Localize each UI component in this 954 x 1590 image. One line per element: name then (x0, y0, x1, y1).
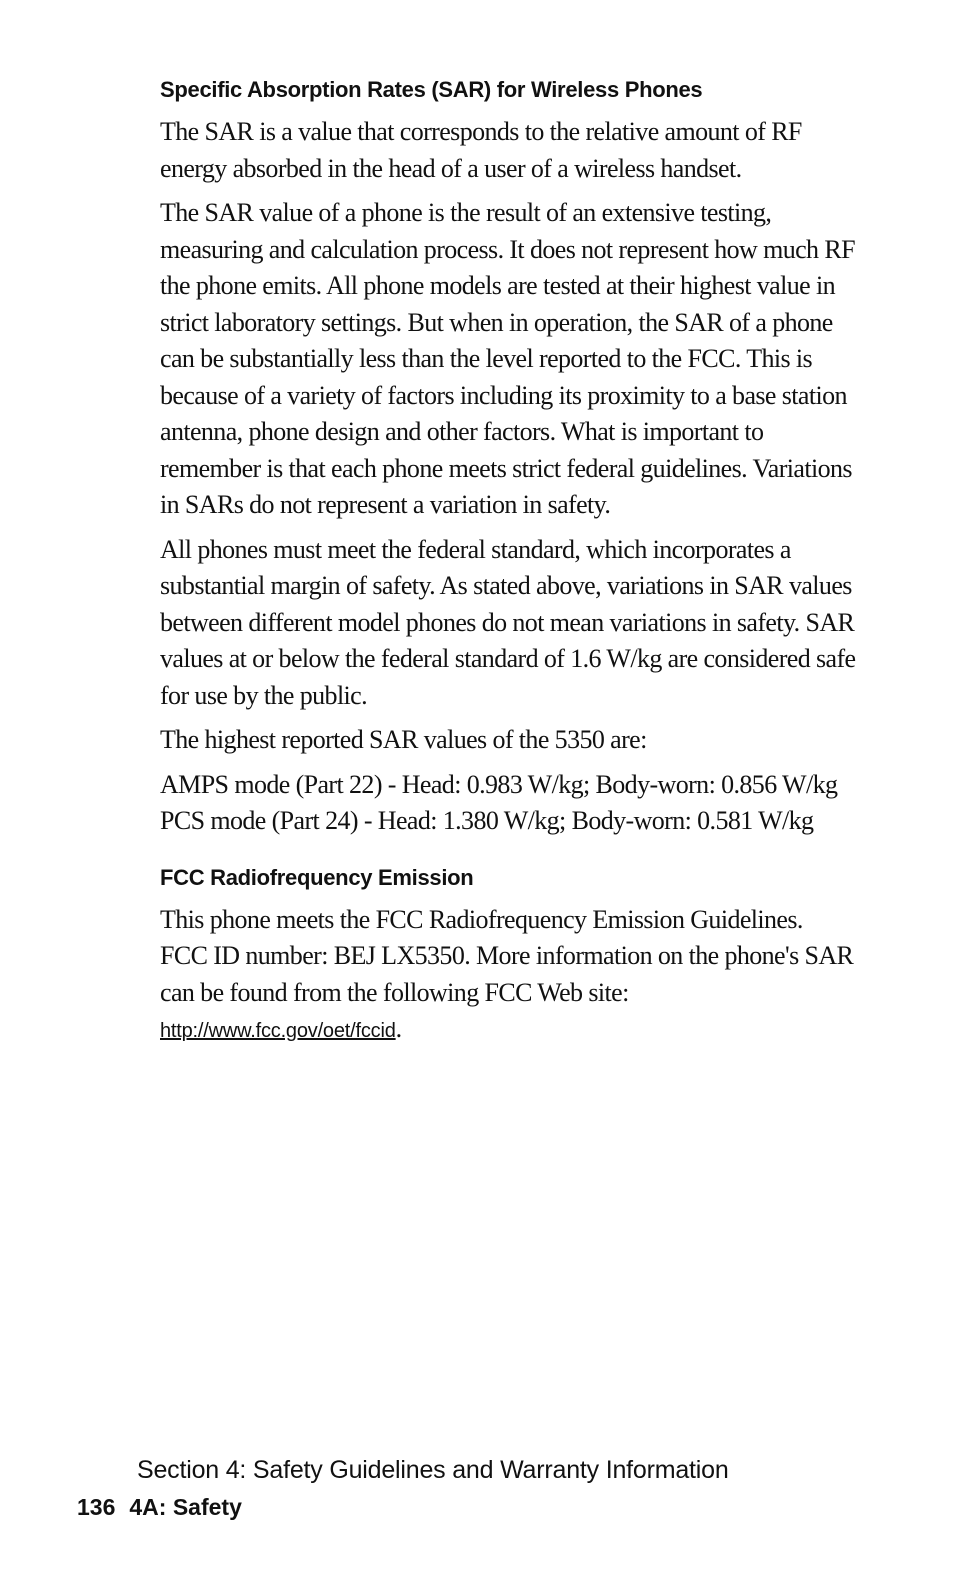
footer-page-label (77, 1494, 242, 1521)
fcc-line-2 (160, 938, 860, 1050)
fcc-line-1: This phone meets the FCC Radiofrequency Emission Guidelines. (160, 904, 803, 934)
pcs-sar-values: PCS mode (Part 24) - Head: 1.380 W/kg; Body-worn: 0.581 W/kg (160, 806, 814, 835)
page-content (160, 74, 860, 1058)
fcc-website-link[interactable]: http://www.fcc.gov/oet/fccid (160, 1020, 396, 1042)
fcc-heading: FCC Radiofrequency Emission (160, 864, 474, 890)
fcc-line-2-period: . (395, 1014, 402, 1043)
amps-sar-values: AMPS mode (Part 22) - Head: 0.983 W/kg; Body-worn: 0.856 W/kg (160, 769, 838, 799)
chapter-label: 4A: Safety (129, 1494, 242, 1520)
footer-section-title: Section 4: Safety Guidelines and Warranty Information (137, 1456, 729, 1484)
sar-heading: Specific Absorption Rates (SAR) for Wireless Phones (160, 77, 703, 102)
sar-paragraph-4: The highest reported SAR values of the 5350 are: (160, 725, 647, 754)
sar-paragraph-3: All phones must meet the federal standard, which incorporates a substantial margin of safety. As stated above, variations in SAR values between different model phones do not mean variations in safety. SAR values at or below the federal standard of 1.6 W/kg are considered safe for use by the public. (160, 534, 856, 710)
page-number: 136 (77, 1494, 116, 1520)
sar-paragraph-2: The SAR value of a phone is the result of an extensive testing, measuring and calculation process. It does not represent how much RF the phone emits. All phone models are tested at their highest value in strict laboratory settings. But when in operation, the SAR of a phone can be substantially less than the level reported to the FCC. This is because of a variety of factors including its proximity to a base station antenna, phone design and other factors. What is important to remember is that each phone meets strict federal guidelines. Variations in SARs do not represent a variation in safety. (160, 198, 855, 519)
sar-paragraph-1: The SAR is a value that corresponds to the relative amount of RF energy absorbed in the head of a user of a wireless handset. (160, 117, 802, 183)
fcc-line-2-text: FCC ID number: BEJ LX5350. More information on the phone's SAR can be found from the following FCC Web site: (160, 941, 854, 1007)
